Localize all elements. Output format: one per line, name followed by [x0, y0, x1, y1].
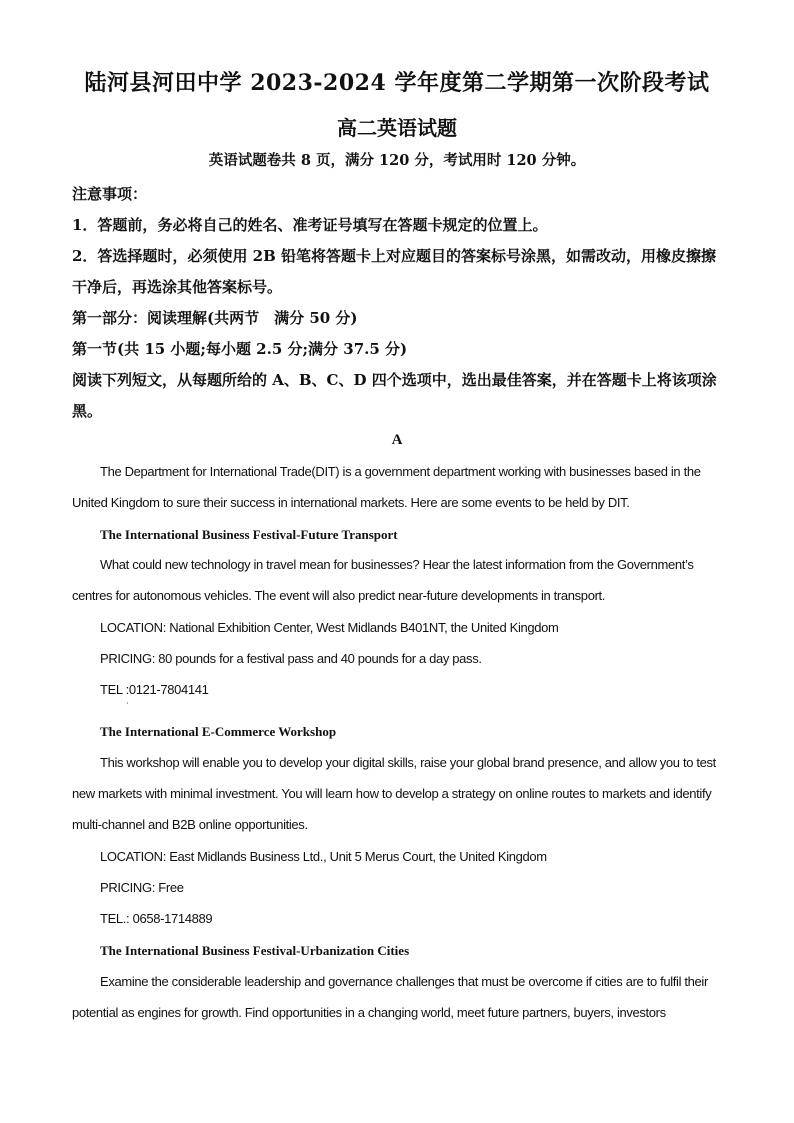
subject-title: 高二英语试题	[337, 116, 457, 140]
event2-location: LOCATION: East Midlands Business Ltd., Unit 5 Merus Court, the United Kingdom	[100, 849, 547, 864]
event2-tel: TEL.: 0658-1714889	[100, 911, 213, 926]
passage-label: A	[391, 432, 403, 448]
section1-heading: 第一节(共 15 小题;每小题 2.5 分;满分 37.5 分)	[72, 340, 408, 358]
event2-pricing: PRICING: Free	[100, 880, 184, 895]
event3-title: The International Business Festival-Urbanization Cities	[100, 943, 410, 958]
passage-intro: The Department for International Trade(DIT) is a government department working with businesses based in the United Kingdom to sure their success in international markets. Here are some events to be held by DIT.	[72, 464, 701, 510]
event1-location: LOCATION: National Exhibition Center, West Midlands B401NT, the United Kingdom	[100, 620, 559, 635]
event2-title: The International E-Commerce Workshop	[100, 724, 337, 739]
event1-tel: TEL :0121-7804141	[100, 682, 209, 697]
event3-body: Examine the considerable leadership and governance challenges that must be overcome if cities are to fulfil their potential as engines for growth. Find opportunities in a changing world, meet future partners, buyers, investors	[72, 974, 708, 1020]
notes-heading: 注意事项：	[72, 185, 148, 203]
event1-pricing: PRICING: 80 pounds for a festival pass and 40 pounds for a day pass.	[100, 651, 482, 666]
part1-heading: 第一部分：阅读理解(共两节 满分 50 分)	[72, 309, 358, 327]
event1-body: What could new technology in travel mean for businesses? Hear the latest information from the Government’s centres for autonomous vehicles. The event will also predict near-future developments in transport.	[72, 557, 694, 603]
exam-title: 陆河县河田中学 2023-2024 学年度第二学期第一次阶段考试	[84, 70, 710, 96]
exam-info: 英语试题卷共 8 页，满分 120 分，考试用时 120 分钟。	[208, 152, 586, 169]
stray-mark: ·	[126, 699, 129, 708]
event1-title: The International Business Festival-Future Transport	[100, 527, 398, 542]
notes-item-1: 1．答题前，务必将自己的姓名、准考证号填写在答题卡规定的位置上。	[72, 216, 548, 234]
event2-body: This workshop will enable you to develop your digital skills, raise your global brand presence, and allow you to test new markets with minimal investment. You will learn how to develop a strategy on online routes to markets and identify multi-channel and B2B online opportunities.	[72, 755, 716, 832]
notes-item-2: 2．答选择题时，必须使用 2B 铅笔将答题卡上对应题目的答案标号涂黑，如需改动，用橡皮擦擦干净后，再选涂其他答案标号。	[72, 247, 717, 296]
reading-instruction: 阅读下列短文，从每题所给的 A、B、C、D 四个选项中，选出最佳答案，并在答题卡上将该项涂黑。	[72, 371, 717, 420]
